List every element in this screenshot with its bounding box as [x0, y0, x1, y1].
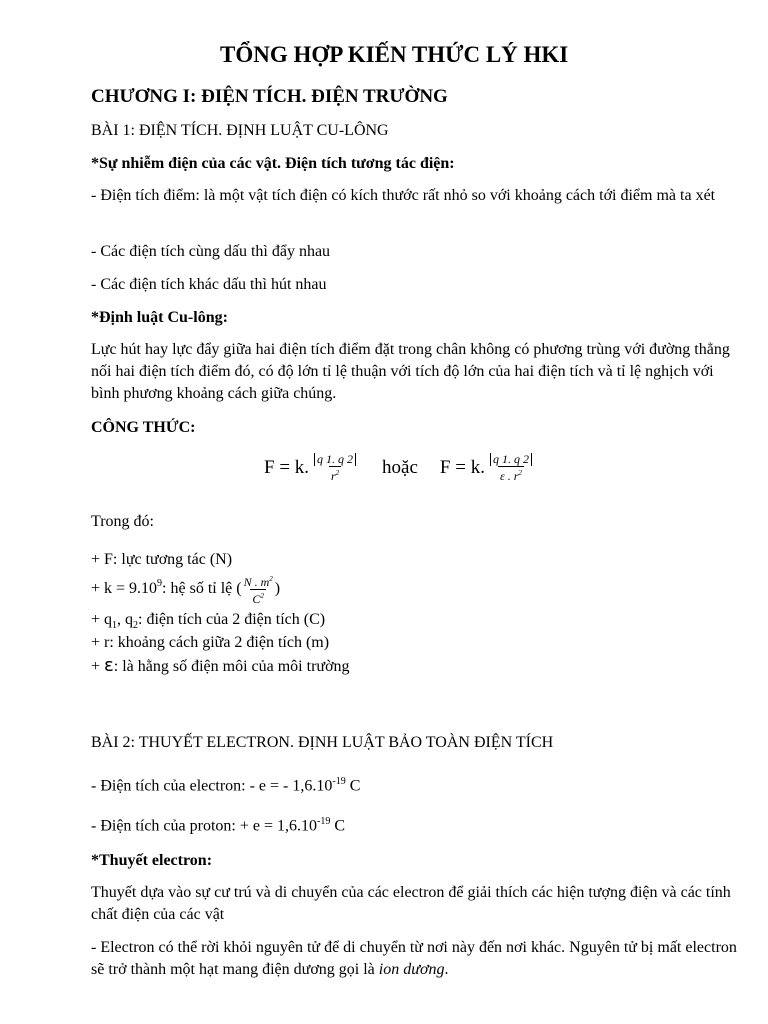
- formula-numerator: q 1. q 2: [314, 453, 356, 466]
- k-unit-fraction: $\frac{N . m^2}{C^2}$: [243, 574, 273, 606]
- lesson1-heading: BÀI 1: ĐIỆN TÍCH. ĐỊNH LUẬT CU-LÔNG: [91, 122, 389, 139]
- formula-denominator-vacuum: $r^2$: [329, 466, 341, 483]
- ion-term: ion dương: [378, 961, 445, 978]
- where-label: Trong đó:: [91, 513, 154, 530]
- definition-r: + r: khoảng cách giữa 2 điện tích (m): [91, 634, 330, 651]
- coulomb-formula: [264, 447, 532, 489]
- electron-theory-text: Thuyết dựa vào sự cư trú và di chuyển của các electron để giải thích các hiện tượng điện và các tính chất điện của các vật: [91, 884, 731, 923]
- formula-denominator-medium: ε . $r^2$: [498, 466, 524, 483]
- formula-lhs-2: F = k.: [439, 457, 485, 478]
- lesson2-heading: BÀI 2: THUYẾT ELECTRON. ĐỊNH LUẬT BẢO TOÀN ĐIỆN TÍCH: [91, 734, 554, 751]
- document-title: TỔNG HỢP KIẾN THỨC LÝ HKI: [220, 42, 569, 67]
- electron-charge: - Điện tích của electron: - e = - $1,6.10^{-19}$ C: [91, 776, 361, 795]
- definition-k: + k = 9.10 $^9$ : hệ số tỉ lệ ( $\frac{N . m^2}{C^2}$ ): [91, 574, 281, 606]
- section-heading-electron-theory: *Thuyết electron:: [91, 852, 213, 869]
- formula-lhs-1: F = k.: [264, 457, 310, 478]
- like-charges-repel: - Các điện tích cùng dấu thì đẩy nhau: [91, 243, 331, 260]
- definition-F: + F: lực tương tác (N): [91, 551, 233, 568]
- formula-fraction-vacuum: [314, 453, 356, 483]
- formula-numerator-2: q 1. q 2: [490, 453, 532, 466]
- chapter-heading: CHƯƠNG I: ĐIỆN TÍCH. ĐIỆN TRƯỜNG: [91, 86, 448, 107]
- definition-q: + $q_1$, $q_2$: điện tích của 2 điện tích (C): [91, 611, 326, 632]
- formula-fraction-medium: [490, 453, 532, 483]
- section-heading-charging: *Sự nhiễm điện của các vật. Điện tích tương tác điện:: [91, 155, 455, 172]
- formula-heading: CÔNG THỨC:: [91, 419, 196, 436]
- point-charge-definition: - Điện tích điểm: là một vật tích điện có kích thước rất nhỏ so với khoảng cách tới điểm mà ta xét: [91, 187, 716, 204]
- unlike-charges-attract: - Các điện tích khác dấu thì hút nhau: [91, 276, 327, 293]
- definition-epsilon: + ε: là hằng số điện môi của môi trường: [91, 655, 350, 676]
- coulomb-law-statement: Lực hút hay lực đẩy giữa hai điện tích điểm đặt trong chân không có phương trùng với đường thẳng nối hai điện tích điểm đó, có độ lớn tỉ lệ thuận với tích độ lớn của hai điện tích và tỉ lệ nghịch với bình phương khoảng cách giữa chúng.: [91, 341, 730, 402]
- section-heading-coulomb-law: *Định luật Cu-lông:: [91, 309, 228, 326]
- positive-ion-text: - Electron có thể rời khỏi nguyên tử để di chuyển từ nơi này đến nơi khác. Nguyên tử bị mất electron sẽ trở thành một hạt mang điện dương gọi là ion dương.: [91, 939, 737, 978]
- proton-charge: - Điện tích của proton: + $e = 1,6.10^{-19}$ C: [91, 816, 346, 835]
- formula-or: hoặc: [382, 457, 418, 478]
